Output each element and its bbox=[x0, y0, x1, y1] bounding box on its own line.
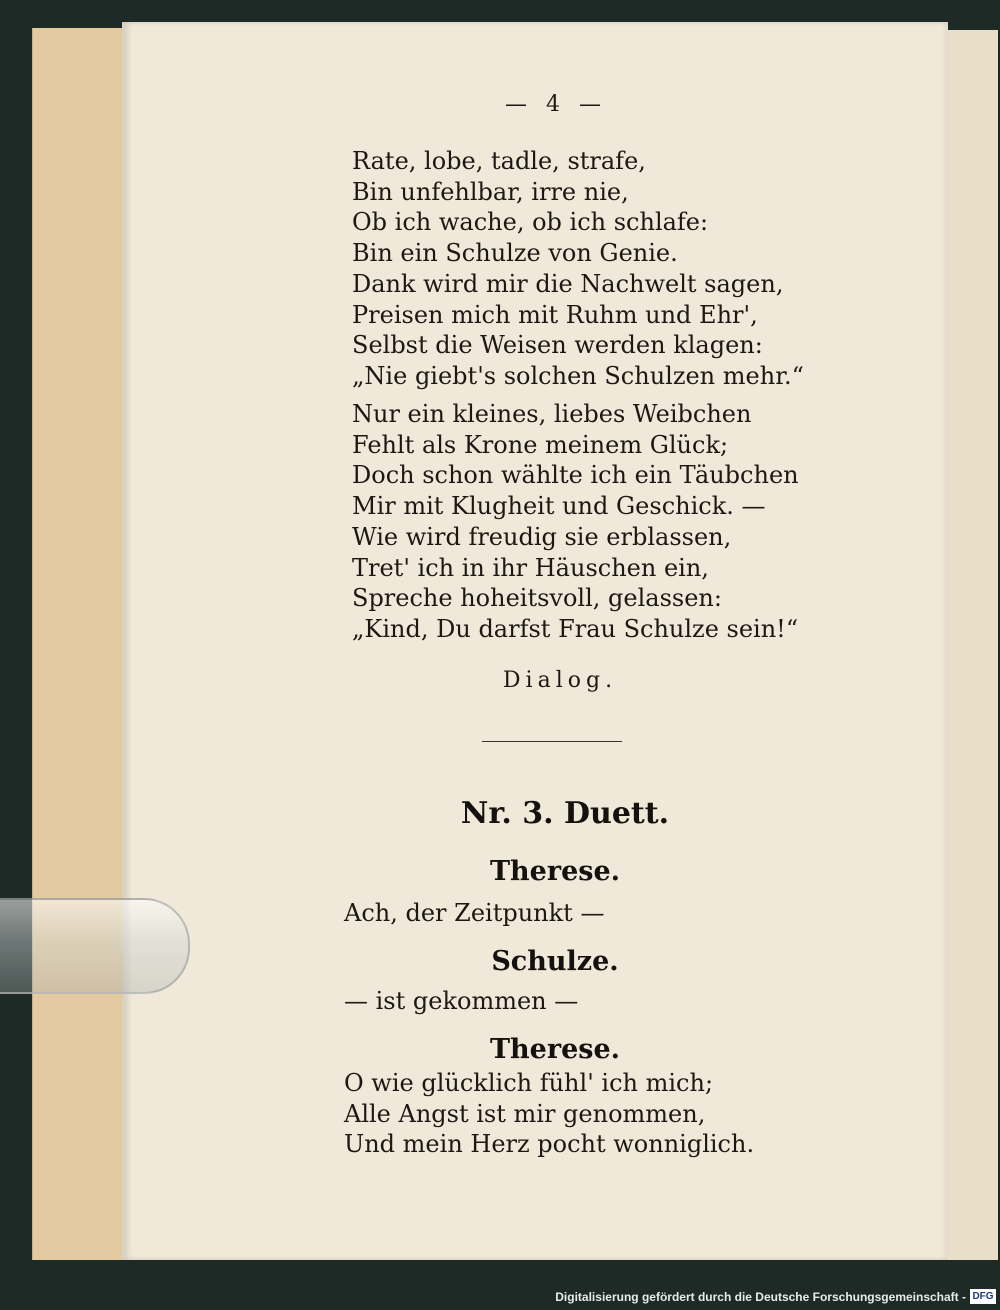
section-divider bbox=[482, 741, 622, 742]
page-right-edge bbox=[946, 30, 998, 1260]
verse-line: Ach, der Zeitpunkt — bbox=[344, 899, 605, 927]
verse-line: Dank wird mir die Nachwelt sagen, bbox=[352, 269, 784, 298]
verse-line: Und mein Herz pocht wonniglich. bbox=[344, 1130, 755, 1159]
verse-line: Bin ein Schulze von Genie. bbox=[352, 239, 678, 268]
section-heading: Nr. 3. Duett. bbox=[460, 796, 670, 831]
stanza-2 bbox=[352, 399, 799, 645]
speaker-name-schulze: Schulze. bbox=[491, 946, 619, 977]
stanza-1 bbox=[352, 146, 804, 392]
speaker-name-therese: Therese. bbox=[489, 856, 621, 887]
footer-credit: Digitalisierung gefördert durch die Deutsche Forschungsgemeinschaft - bbox=[555, 1290, 966, 1304]
speaker-1-lines bbox=[344, 898, 604, 929]
verse-line: Selbst die Weisen werden klagen: bbox=[352, 331, 763, 360]
verse-line: Preisen mich mit Ruhm und Ehr', bbox=[352, 300, 758, 329]
verse-line: Spreche hoheitsvoll, gelassen: bbox=[352, 584, 722, 613]
page-holder-clip bbox=[0, 898, 190, 994]
verse-line: Fehlt als Krone meinem Glück; bbox=[352, 430, 729, 459]
dfg-logo: DFG bbox=[970, 1289, 996, 1304]
speaker-2-lines bbox=[344, 986, 578, 1017]
verse-line: Nur ein kleines, liebes Weibchen bbox=[352, 400, 752, 428]
verse-line: Ob ich wache, ob ich schlafe: bbox=[352, 208, 709, 237]
verse-line: — ist gekommen — bbox=[344, 987, 579, 1015]
speaker-3-lines bbox=[344, 1068, 754, 1160]
speaker-name-therese: Therese. bbox=[489, 1034, 621, 1065]
verse-line: Alle Angst ist mir genommen, bbox=[344, 1099, 706, 1128]
verse-line: Mir mit Klugheit und Geschick. — bbox=[352, 492, 766, 521]
dialog-label: Dialog. bbox=[502, 668, 618, 693]
verse-line: Wie wird freudig sie erblassen, bbox=[352, 522, 732, 551]
verse-line: Rate, lobe, tadle, strafe, bbox=[352, 147, 646, 175]
verse-line: „Kind, Du darfst Frau Schulze sein!“ bbox=[352, 614, 799, 643]
verse-line: Doch schon wählte ich ein Täubchen bbox=[352, 461, 799, 490]
verse-line: Tret' ich in ihr Häuschen ein, bbox=[352, 553, 709, 582]
verse-line: „Nie giebt's solchen Schulzen mehr.“ bbox=[352, 361, 804, 390]
verse-line: O wie glücklich fühl' ich mich; bbox=[344, 1069, 714, 1097]
page-number: — 4 — bbox=[505, 92, 607, 117]
verse-line: Bin unfehlbar, irre nie, bbox=[352, 177, 629, 206]
